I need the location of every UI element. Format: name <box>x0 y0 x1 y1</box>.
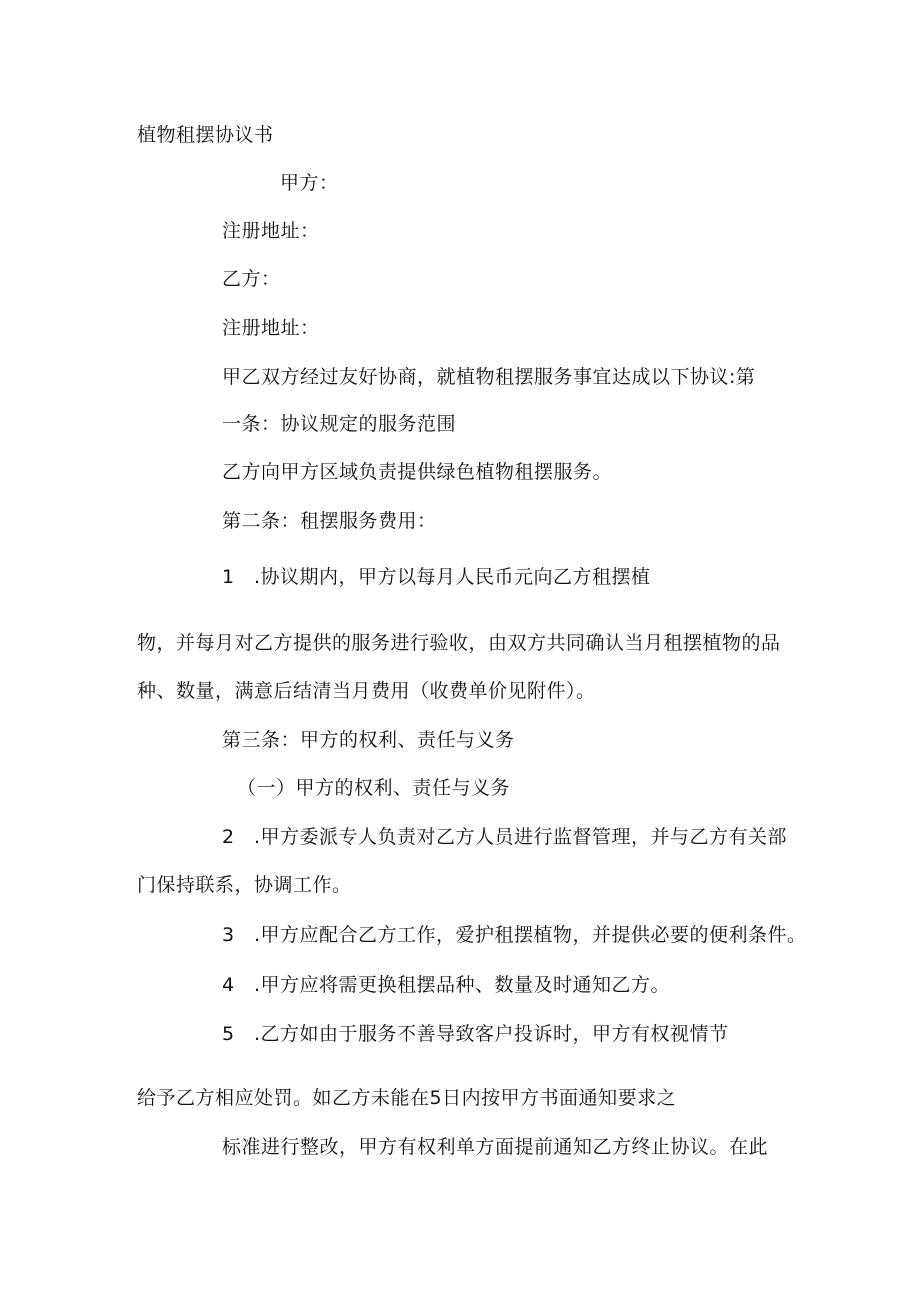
item-4-number: 4 <box>222 974 235 996</box>
scope-text: 乙方向甲方区域负责提供绿色植物租摆服务。 <box>222 461 613 483</box>
item-5-line-1 <box>222 1021 729 1047</box>
item-2-line-2: 门保持联系，协调工作。 <box>137 874 352 896</box>
subsection-1-heading: （一）甲方的权利、责任与义务 <box>237 777 511 799</box>
intro-line-2: 一条：协议规定的服务范围 <box>222 413 457 435</box>
article-2-heading: 第二条：租摆服务费用： <box>222 510 437 532</box>
item-3-line-1 <box>222 922 807 948</box>
item-2-number: 2 <box>222 826 235 848</box>
item-5-line-3: 标准进行整改，甲方有权利单方面提前通知乙方终止协议。在此 <box>222 1136 769 1158</box>
item-2-line-1 <box>222 824 787 850</box>
item-1-line-3: 种、数量，满意后结清当月费用（收费单价见附件）。 <box>137 680 596 702</box>
item-5-text: .乙方如由于服务不善导致客户投诉时，甲方有权视情节 <box>254 1023 729 1045</box>
party-a-label: 甲方： <box>280 172 339 194</box>
item-3-text: .甲方应配合乙方工作，爱护租摆植物，并提供必要的便利条件。 <box>254 924 807 946</box>
item-5-number: 5 <box>222 1023 235 1045</box>
item-1-line-1 <box>222 564 651 590</box>
item-4-line-1 <box>222 972 670 998</box>
item-1-line-2: 物，并每月对乙方提供的服务进行验收，由双方共同确认当月租摆植物的品 <box>137 632 781 654</box>
item-3-number: 3 <box>222 924 235 946</box>
item-2-text: .甲方委派专人负责对乙方人员进行监督管理，并与乙方有关部 <box>254 826 788 848</box>
item-5-line-2: 给予乙方相应处罚。如乙方未能在5日内按甲方书面通知要求之 <box>137 1087 677 1109</box>
item-1-text: .协议期内，甲方以每月人民币元向乙方租摆植 <box>254 566 651 588</box>
party-b-address-label: 注册地址： <box>222 317 320 339</box>
intro-line-1: 甲乙双方经过友好协商，就植物租摆服务事宜达成以下协议:第 <box>222 366 756 388</box>
party-b-label: 乙方： <box>222 268 281 290</box>
article-3-heading: 第三条：甲方的权利、责任与义务 <box>222 729 515 751</box>
document-title: 植物租摆协议书 <box>137 124 274 146</box>
item-1-number: 1 <box>222 566 235 588</box>
item-4-text: .甲方应将需更换租摆品种、数量及时通知乙方。 <box>254 974 671 996</box>
party-a-address-label: 注册地址： <box>222 220 320 242</box>
